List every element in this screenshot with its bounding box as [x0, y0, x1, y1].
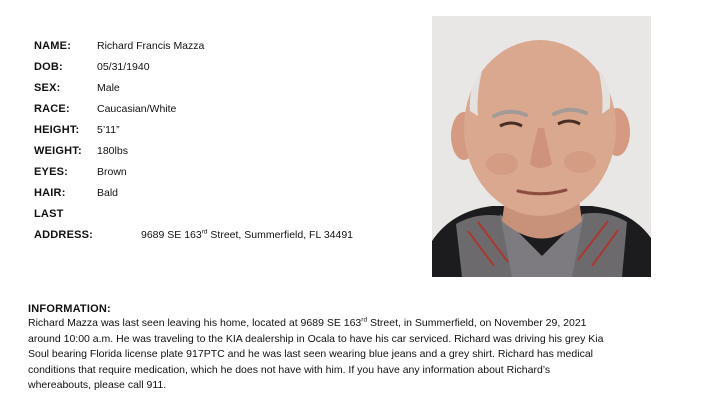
dob-row [34, 57, 414, 78]
information-heading: INFORMATION: [28, 303, 111, 315]
name-row [34, 36, 414, 57]
last-label: LAST [34, 208, 64, 220]
information-line-1-post: Street, in Summerfield, on November 29, 2021 [367, 317, 587, 329]
address-value-sup: rd [201, 228, 208, 236]
eyes-row [34, 162, 414, 183]
information-line-2: around 10:00 a.m. He was traveling to the KIA dealership in Ocala to have his car serviced. Richard was driving his grey Kia [28, 332, 604, 345]
height-row [34, 120, 414, 141]
weight-value: 180lbs [97, 145, 128, 157]
person-details [34, 36, 414, 246]
person-photo [432, 16, 651, 277]
right-cheek [564, 151, 596, 173]
race-row [34, 99, 414, 120]
information-line-1-sup: rd [361, 316, 368, 324]
hair-value: Bald [97, 187, 119, 199]
hair-row [34, 183, 414, 204]
dob-label: DOB: [34, 61, 63, 73]
sex-label: SEX: [34, 82, 61, 94]
information-line-5: whereabouts, please call 911. [28, 379, 167, 391]
race-label: RACE: [34, 103, 70, 115]
portrait-illustration [432, 16, 651, 277]
race-value: Caucasian/White [97, 103, 177, 115]
address-value [141, 225, 353, 246]
information-line-4: conditions that require medication, which he does not have with him. If you have any information about Richard’s [28, 363, 551, 376]
eyes-label: EYES: [34, 166, 69, 178]
weight-label: WEIGHT: [34, 145, 82, 157]
address-row [34, 225, 414, 246]
dob-value: 05/31/1940 [97, 61, 150, 73]
name-value: Richard Francis Mazza [97, 40, 205, 52]
information-section [28, 302, 688, 394]
sex-row [34, 78, 414, 99]
left-cheek [486, 153, 518, 175]
name-label: NAME: [34, 40, 72, 52]
weight-row [34, 141, 414, 162]
information-line-1-pre: Richard Mazza was last seen leaving his home, located at 9689 SE 163 [28, 317, 362, 329]
information-line-1 [28, 316, 688, 332]
last-row [34, 204, 414, 225]
sex-value: Male [97, 82, 120, 94]
information-line-3: Soul bearing Florida license plate 917PTC and he was last seen wearing blue jeans and a grey shirt. Richard has medical [28, 348, 593, 360]
height-value: 5’11” [97, 124, 120, 136]
address-value-post: Street, Summerfield, FL 34491 [207, 229, 354, 241]
address-value-pre: 9689 SE 163 [141, 229, 202, 241]
address-label: ADDRESS: [34, 229, 94, 241]
hair-label: HAIR: [34, 187, 66, 199]
height-label: HEIGHT: [34, 124, 80, 136]
eyes-value: Brown [97, 166, 127, 178]
